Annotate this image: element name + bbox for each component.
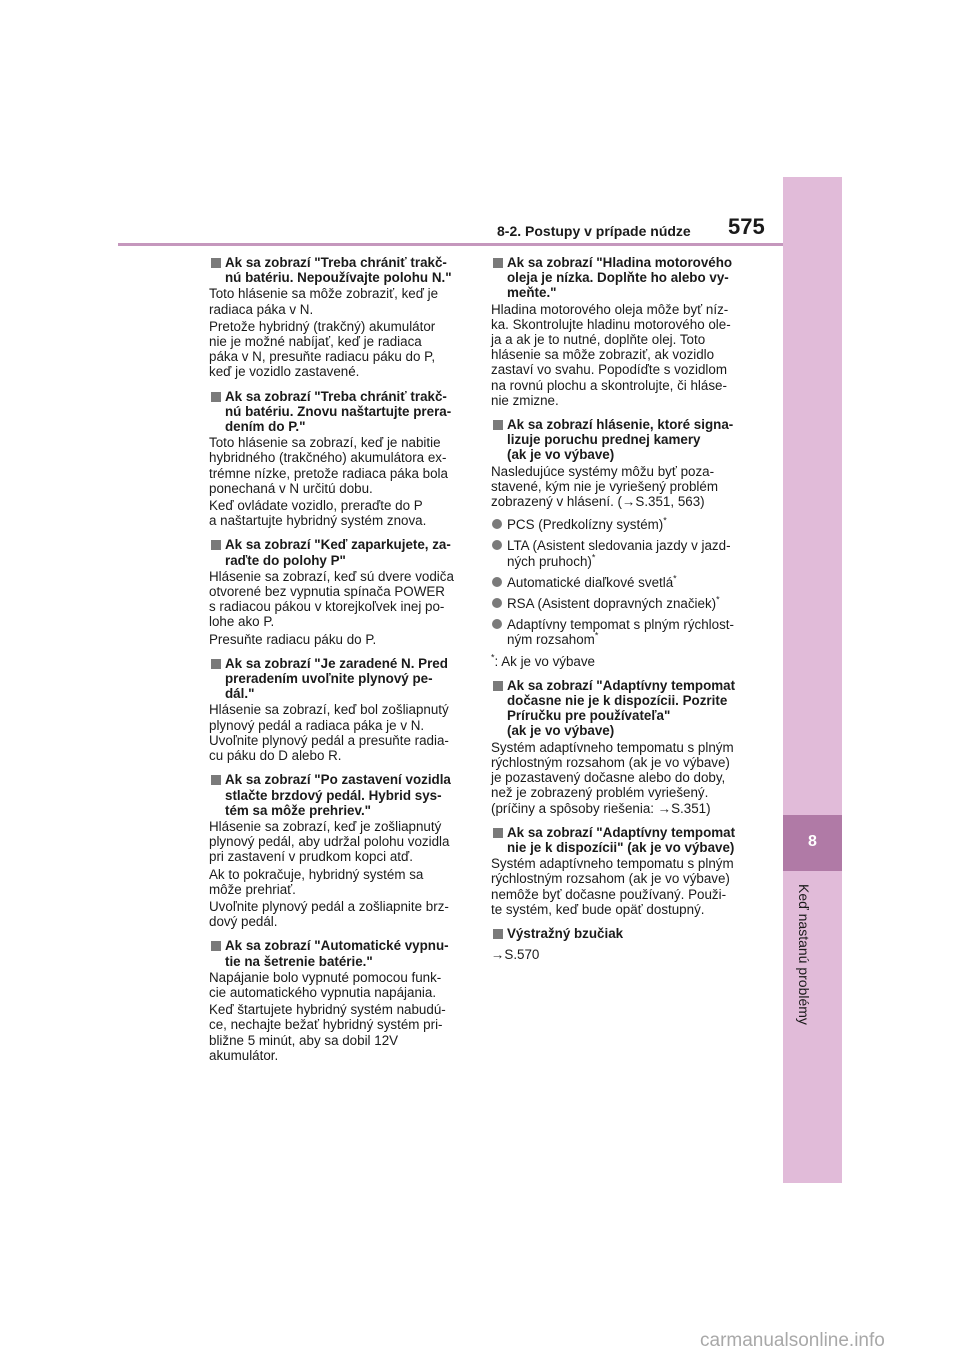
message-block	[209, 255, 464, 380]
section-title: 8-2. Postupy v prípade núdze	[497, 223, 691, 239]
list-item	[491, 617, 746, 647]
text-line: rýchlostným rozsahom (ak je vo výbave)	[491, 754, 730, 770]
text-line: nie zmizne.	[491, 392, 559, 408]
text-line: Uvoľnite plynový pedál a presuňte radia-	[209, 732, 449, 748]
round-bullet-icon	[492, 598, 502, 608]
paragraph	[491, 302, 746, 408]
message-block	[209, 772, 464, 929]
text-line: plynový pedál, aby udržal polohu vozidla	[209, 834, 450, 850]
text-line: Toto hlásenie sa môže zobraziť, keď je	[209, 286, 439, 302]
round-bullet-icon	[492, 619, 502, 629]
square-bullet-icon	[493, 681, 503, 691]
text-line: nie je možné nabíjať, keď je radiaca	[209, 334, 422, 350]
text-line: hybridného (trakčného) akumulátora ex-	[209, 450, 447, 466]
heading-line: Ak sa zobrazí "Keď zaparkujete, za-	[225, 537, 451, 553]
square-bullet-icon	[211, 258, 221, 268]
chapter-title: Keď nastanú problémy	[796, 884, 812, 1025]
square-bullet-icon	[211, 659, 221, 669]
text-line	[491, 947, 746, 962]
text-line: Ak to pokračuje, hybridný systém sa	[209, 866, 424, 882]
text-line: rýchlostným rozsahom (ak je vo výbave)	[491, 871, 730, 887]
text-line: Nasledujúce systémy môžu byť poza-	[491, 463, 715, 479]
round-bullet-icon	[492, 540, 502, 550]
heading-line: Výstražný bzučiak	[507, 925, 624, 941]
text-line: zastaví vo svahu. Popodíďte s vozidlom	[491, 362, 727, 378]
heading-line: Ak sa zobrazí "Treba chrániť trakč-	[225, 255, 447, 270]
message-heading	[491, 417, 746, 463]
text-line: trémne nízke, pretože radiaca páka bola	[209, 465, 448, 481]
paragraph	[209, 970, 464, 1000]
heading-line: Ak sa zobrazí "Je zaradené N. Pred	[225, 655, 448, 671]
text-line	[507, 575, 746, 590]
text-line: páka v N, presuňte radiacu páku do P,	[209, 349, 436, 365]
item-text: RSA (Asistent dopravných značiek)	[507, 596, 717, 612]
heading-line: Príručku pre používateľa"	[507, 708, 671, 724]
heading-line: raďte do polohy P"	[225, 552, 346, 568]
round-bullet-icon	[492, 577, 502, 587]
message-block	[209, 938, 464, 1063]
footnote-marker: *	[491, 652, 495, 663]
text-line	[507, 596, 746, 611]
text-line: Toto hlásenie sa zobrazí, keď je nabitie	[209, 435, 441, 451]
text-line: a naštartujte hybridný systém znova.	[209, 513, 427, 529]
text-line: akumulátor.	[209, 1047, 279, 1063]
text-line: ja a ak je to nutné, doplňte olej. Toto	[491, 332, 706, 348]
text-line: je pozastavený dočasne alebo do doby,	[491, 770, 726, 786]
text-segment: zobrazený v hlásení. (	[491, 494, 622, 510]
footnote-marker: *	[716, 594, 720, 605]
paragraph	[209, 286, 464, 316]
text-line	[507, 554, 746, 569]
footnote-marker: *	[673, 573, 677, 584]
paragraph	[209, 498, 464, 528]
heading-line: tém sa môže prehriev."	[225, 802, 372, 818]
heading-line: Ak sa zobrazí "Po zastavení vozidla	[225, 772, 451, 788]
text-line	[507, 517, 746, 532]
text-line: Keď ovládate vozidlo, preraďte do P	[209, 498, 423, 514]
left-column	[209, 255, 464, 1072]
footnote-marker: *	[594, 631, 599, 641]
message-block	[209, 656, 464, 763]
message-block	[491, 417, 746, 669]
item-text: Automatické diaľkové svetlá	[507, 574, 674, 590]
message-heading	[491, 825, 746, 855]
square-bullet-icon	[211, 392, 221, 402]
list-item	[491, 575, 746, 590]
heading-line: dením do P."	[225, 419, 306, 435]
list-item	[491, 517, 746, 532]
paragraph	[209, 569, 464, 630]
text-line: radiaca páka v N.	[209, 301, 314, 317]
text-line: otvorené bez vypnutia spínača POWER	[209, 584, 445, 600]
text-line: Pretože hybridný (trakčný) akumulátor	[209, 318, 436, 334]
text-line: plynový pedál a radiaca páka je v N.	[209, 717, 425, 733]
heading-line: stlačte brzdový pedál. Hybrid sys-	[225, 787, 442, 803]
heading-line: nie je k dispozícii" (ak je vo výbave)	[507, 839, 735, 855]
item-text: PCS (Predkolízny systém)	[507, 517, 664, 533]
item-text: ným rozsahom	[507, 632, 595, 648]
text-line: dový pedál.	[209, 914, 278, 930]
text-line: Hladina motorového oleja môže byť níz-	[491, 301, 729, 317]
square-bullet-icon	[211, 540, 221, 550]
footnote-text: : Ak je vo výbave	[494, 653, 595, 669]
watermark: carmanualsonline.info	[700, 1330, 885, 1351]
text-line: keď je vozidlo zastavené.	[209, 364, 360, 380]
square-bullet-icon	[211, 775, 221, 785]
heading-line: (ak je vo výbave)	[507, 723, 615, 739]
round-bullet-icon	[492, 519, 502, 529]
page-reference[interactable]: S.570	[504, 947, 540, 963]
paragraph	[209, 702, 464, 763]
heading-line: lizuje poruchu prednej kamery	[507, 432, 701, 448]
text-line: lohe ako P.	[209, 614, 275, 630]
heading-line: nú batériu. Znovu naštartujte prera-	[225, 403, 452, 419]
text-line: pri zastavení v prudkom kopci atď.	[209, 849, 413, 865]
message-heading	[491, 678, 746, 739]
text-line: než je zobrazený problém vyriešený.	[491, 785, 709, 801]
text-line: ka. Skontrolujte hladinu motorového ole-	[491, 316, 731, 332]
heading-line: dál."	[225, 686, 255, 702]
arrow-icon: →	[657, 800, 672, 816]
text-line: Keď štartujete hybridný systém nabudú-	[209, 1002, 446, 1018]
text-line: LTA (Asistent sledovania jazdy v jazd-	[507, 538, 731, 554]
text-line	[491, 494, 746, 509]
footnote	[491, 654, 746, 669]
text-line: ce, nechajte bežať hybridný systém pri-	[209, 1017, 443, 1033]
paragraph	[491, 856, 746, 917]
text-line: Uvoľnite plynový pedál a zošliapnite brz-	[209, 898, 449, 914]
text-line: ponechaná v N určitú dobu.	[209, 480, 373, 496]
text-line: cu páku do D alebo R.	[209, 748, 342, 764]
list-item	[491, 538, 746, 568]
text-line: Presuňte radiacu páku do P.	[209, 631, 377, 647]
heading-line: Ak sa zobrazí "Adaptívny tempomat	[507, 677, 736, 693]
message-heading	[491, 255, 746, 301]
page-number: 575	[728, 214, 765, 239]
arrow-icon: →	[622, 494, 636, 510]
paragraph	[209, 899, 464, 929]
heading-line: meňte."	[507, 285, 557, 301]
square-bullet-icon	[493, 929, 503, 939]
right-column	[491, 255, 746, 971]
message-block	[491, 926, 746, 962]
square-bullet-icon	[493, 258, 503, 268]
message-block	[209, 389, 464, 529]
text-line: nemôže byť dočasne používaný. Použi-	[491, 886, 727, 902]
text-line	[491, 801, 746, 816]
paragraph	[209, 632, 464, 647]
text-line: môže prehriať.	[209, 881, 296, 897]
paragraph	[209, 435, 464, 496]
text-line: stavené, kým nie je vyriešený problém	[491, 478, 718, 494]
heading-line: Ak sa zobrazí "Hladina motorového	[507, 255, 733, 270]
paragraph	[491, 740, 746, 816]
message-block	[491, 678, 746, 816]
text-line	[507, 632, 746, 647]
paragraph	[209, 1002, 464, 1063]
list-item	[491, 596, 746, 611]
heading-line: Ak sa zobrazí hlásenie, ktoré signa-	[507, 417, 734, 433]
footnote-marker: *	[591, 552, 596, 563]
message-heading	[209, 537, 464, 567]
arrow-icon: →	[491, 947, 505, 963]
heading-line: Ak sa zobrazí "Treba chrániť trakč-	[225, 388, 447, 404]
text-line: cie automatického vypnutia napájania.	[209, 984, 437, 1000]
paragraph	[209, 819, 464, 865]
message-heading	[209, 255, 464, 285]
text-line: na rovnú plochu a skontrolujte, či hláse-	[491, 377, 727, 393]
text-line: bližne 5 minút, aby sa dobil 12V	[209, 1032, 399, 1048]
text-line: Systém adaptívneho tempomatu s plným	[491, 856, 734, 872]
text-line: s radiacou pákou v ktorejkoľvek inej po-	[209, 599, 445, 615]
text-line: Systém adaptívneho tempomatu s plným	[491, 739, 734, 755]
text-line: hlásenie sa môže zobraziť, ak vozidlo	[491, 347, 715, 363]
text-line: Adaptívny tempomat s plným rýchlost-	[507, 617, 734, 633]
item-text: ných pruhoch)	[507, 553, 592, 569]
heading-line: tie na šetrenie batérie."	[225, 953, 373, 969]
heading-line: oleja je nízka. Doplňte ho alebo vy-	[507, 270, 729, 286]
page-reference[interactable]: S.351)	[671, 800, 711, 816]
footnote-marker: *	[663, 515, 667, 526]
message-block	[491, 255, 746, 408]
paragraph	[209, 319, 464, 380]
heading-line: (ak je vo výbave)	[507, 447, 615, 463]
heading-line: nú batériu. Nepoužívajte polohu N."	[225, 270, 452, 286]
page-reference[interactable]: S.351, 563)	[635, 494, 705, 510]
text-line: te systém, keď bude opäť dostupný.	[491, 901, 705, 917]
heading-line: Ak sa zobrazí "Adaptívny tempomat	[507, 824, 736, 840]
heading-line: preradením uvoľnite plynový pe-	[225, 671, 433, 687]
message-block	[491, 825, 746, 917]
text-line: Hlásenie sa zobrazí, keď sú dvere vodiča	[209, 568, 454, 584]
text-segment: (príčiny a spôsoby riešenia:	[491, 800, 658, 816]
message-heading	[209, 656, 464, 702]
square-bullet-icon	[493, 420, 503, 430]
message-block	[209, 537, 464, 646]
heading-line: dočasne nie je k dispozícii. Pozrite	[507, 693, 728, 709]
text-line: Hlásenie sa zobrazí, keď bol zošliapnutý	[209, 702, 449, 718]
message-heading	[209, 389, 464, 435]
header-rule	[118, 243, 783, 246]
chapter-number: 8	[808, 833, 817, 850]
paragraph	[491, 464, 746, 510]
paragraph	[209, 867, 464, 897]
text-line: Napájanie bolo vypnuté pomocou funk-	[209, 969, 442, 985]
message-heading	[209, 938, 464, 968]
message-heading	[491, 926, 746, 941]
text-line: Hlásenie sa zobrazí, keď je zošliapnutý	[209, 818, 442, 834]
message-heading	[209, 772, 464, 818]
square-bullet-icon	[211, 941, 221, 951]
heading-line: Ak sa zobrazí "Automatické vypnu-	[225, 938, 449, 954]
square-bullet-icon	[493, 828, 503, 838]
